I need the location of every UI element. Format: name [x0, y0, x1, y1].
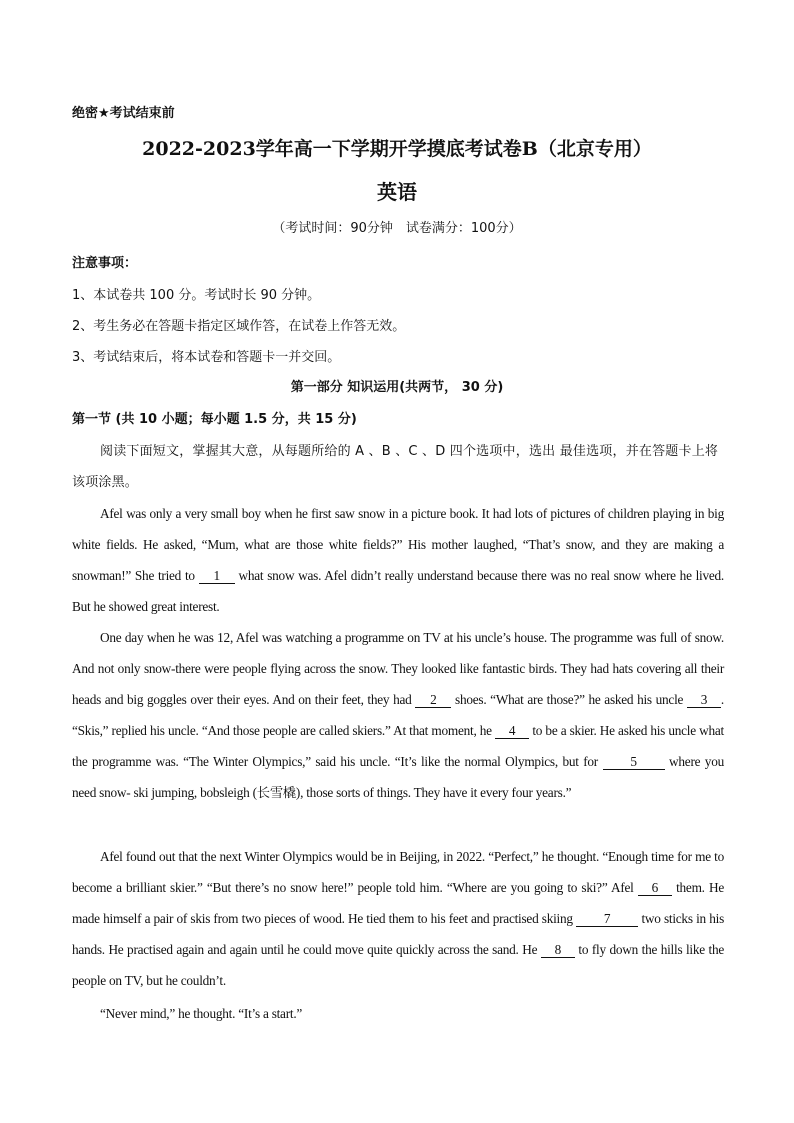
- blank-5[interactable]: 5: [603, 755, 665, 770]
- passage-paragraph-1: Afel was only a very small boy when he first saw snow in a picture book. It had lots of pictures of children playing in big white fields. He asked, “Mum, what are those white fields?” His mother laughed, “That’s snow, and they are making a snowman!” She tried to 1 what snow was. Afel didn’t really understand because there was no real snow where he lived. But he showed great interest.: [72, 506, 724, 614]
- exam-title: 2022-2023学年高一下学期开学摸底考试卷B（北京专用）: [142, 138, 652, 160]
- section-instruction: 阅读下面短文，掌握其大意，从每题所给的 A 、B 、C 、D 四个选项中，选出 最佳选项，并在答题卡上将该项涂黑。: [72, 444, 719, 490]
- passage-paragraph-2: One day when he was 12, Afel was watching a programme on TV at his uncle’s house. The programme was full of snow. And not only snow-there were people flying across the snow. They looked like fantastic birds. They had hats covering all their heads and big goggles over their eyes. And on their feet, they had 2 shoes. “What are those?” he asked his uncle 3 . “Skis,” replied his uncle. “And those people are called skiers.” At that moment, he 4 to be a skier. He asked his uncle what the programme was. “The Winter Olympics,” said his uncle. “It’s like the normal Olympics, but for 5 where you need snow- ski jumping, bobsleigh (长雪橇), those sorts of things. They have it every four years.”: [72, 630, 725, 800]
- blank-3[interactable]: 3: [687, 693, 721, 708]
- passage-paragraph-4: “Never mind,” he thought. “It’s a start.”: [100, 1006, 303, 1021]
- blank-8[interactable]: 8: [541, 943, 575, 958]
- blank-2[interactable]: 2: [415, 693, 451, 708]
- passage-paragraph-3: Afel found out that the next Winter Olympics would be in Beijing, in 2022. “Perfect,” he thought. “Enough time for me to become a brilliant skier.” “But there’s no snow here!” people told him. “Where are you going to ski?” Afel 6 them. He made himself a pair of skis from two pieces of wood. He tied them to his feet and practised skiing 7 two sticks in his hands. He practised again and again until he could move quite quickly across the sand. He 8 to fly down the hills like the people on TV, but he couldn’t.: [72, 849, 724, 988]
- notice-item: 1、本试卷共 100 分。考试时长 90 分钟。: [72, 288, 321, 303]
- blank-7[interactable]: 7: [576, 912, 638, 927]
- part-title: 第一部分 知识运用(共两节， 30 分): [290, 380, 504, 395]
- secret-label: 绝密★考试结束前: [72, 106, 175, 121]
- section-title: 第一节 (共 10 小题；每小题 1.5 分，共 15 分): [72, 412, 357, 427]
- notice-item: 3、考试结束后，将本试卷和答题卡一并交回。: [72, 350, 341, 365]
- notice-item: 2、考生务必在答题卡指定区域作答，在试卷上作答无效。: [72, 319, 406, 334]
- notice-heading: 注意事项：: [72, 256, 138, 271]
- time-info: （考试时间：90分钟 试卷满分：100分）: [272, 221, 522, 236]
- blank-1[interactable]: 1: [199, 569, 235, 584]
- subject-title: 英语: [377, 180, 417, 204]
- blank-4[interactable]: 4: [495, 724, 529, 739]
- blank-6[interactable]: 6: [638, 881, 672, 896]
